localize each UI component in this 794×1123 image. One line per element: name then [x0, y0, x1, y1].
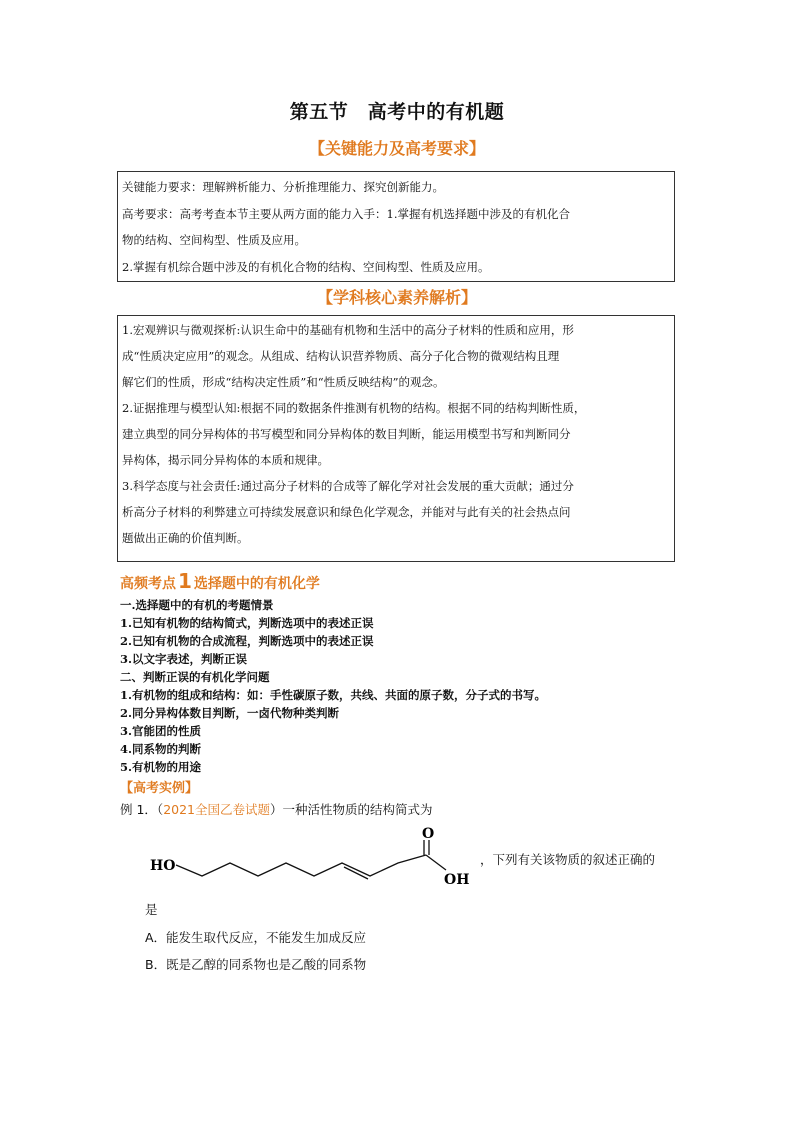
list-item: 5.有机物的用途 — [120, 760, 202, 774]
structure-o-label: O — [422, 826, 435, 842]
box2-line: 题做出正确的价值判断。 — [122, 531, 249, 545]
list-item: 1.已知有机物的结构简式，判断选项中的表述正误 — [120, 616, 374, 630]
hydroxyl-bond — [426, 855, 446, 870]
carbon-chain — [176, 855, 426, 876]
keypoint-heading — [120, 569, 320, 593]
box2-line: 析高分子材料的利弊建立可持续发展意识和绿色化学观念，并能对与此有关的社会热点问 — [122, 505, 571, 519]
section-heading-key-abilities: 【关键能力及高考要求】 — [308, 139, 485, 158]
keypoint-prefix: 高频考点 — [120, 576, 176, 592]
keypoint-label: 选择题中的有机化学 — [193, 576, 320, 592]
list-item: 3.以文字表述，判断正误 — [120, 652, 248, 666]
box1-line: 物的结构、空间构型、性质及应用。 — [122, 233, 306, 247]
key-abilities-box — [117, 171, 675, 282]
structure-oh-label: OH — [444, 872, 470, 888]
example-after-structure: ，下列有关该物质的叙述正确的 — [480, 852, 656, 867]
example-header: 【高考实例】 — [120, 781, 199, 796]
option-b: B．既是乙醇的同系物也是乙酸的同系物 — [145, 957, 367, 972]
list-item: 2.已知有机物的合成流程，判断选项中的表述正误 — [120, 634, 374, 648]
list-item: 二、判断正误的有机化学问题 — [120, 670, 270, 684]
page-title: 第五节 高考中的有机题 — [289, 101, 505, 123]
box1-line: 2.掌握有机综合题中涉及的有机化合物的结构、空间构型、性质及应用。 — [122, 259, 490, 274]
option-a: A．能发生取代反应，不能发生加成反应 — [145, 930, 367, 945]
example-suffix: ）一种活性物质的结构简式为 — [270, 802, 433, 817]
keypoint-list — [120, 596, 680, 776]
list-item: 4.同系物的判断 — [120, 742, 202, 756]
box2-line: 解它们的性质，形成“结构决定性质”和“性质反映结构”的观念。 — [122, 375, 445, 389]
box2-line: 3.科学态度与社会责任:通过高分子材料的合成等了解化学对社会发展的重大贡献；通过分 — [122, 479, 574, 493]
example-source: 2021全国乙卷试题 — [163, 802, 270, 817]
keypoint-number: 1 — [178, 569, 192, 593]
example-prefix: 例 1．（ — [120, 802, 164, 817]
example-question-line — [120, 800, 433, 818]
box2-line: 成“性质决定应用”的观念。从组成、结构认识营养物质、高分子化合物的微观结构且理 — [122, 349, 560, 363]
box2-line: 2.证据推理与模型认知:根据不同的数据条件推测有机物的结构。根据不同的结构判断性质， — [122, 401, 586, 415]
example-continuation: 是 — [145, 902, 158, 917]
structure-ho-label: HO — [150, 858, 176, 874]
box2-line: 建立典型的同分异构体的书写模型和同分异构体的数目判断，能运用模型书写和判断同分 — [122, 427, 571, 441]
section-heading-core-literacy: 【学科核心素养解析】 — [316, 288, 477, 307]
box1-line: 关键能力要求：理解辨析能力、分析推理能力、探究创新能力。 — [122, 180, 444, 194]
box2-line: 1.宏观辨识与微观探析:认识生命中的基础有机物和生活中的高分子材料的性质和应用，形 — [122, 323, 574, 337]
box2-line: 异构体，揭示同分异构体的本质和规律。 — [122, 453, 329, 467]
box1-line: 高考要求：高考考查本节主要从两方面的能力入手：1.掌握有机选择题中涉及的有机化合 — [122, 206, 570, 221]
list-item: 1.有机物的组成和结构：如：手性碳原子数，共线、共面的原子数，分子式的书写。 — [120, 688, 547, 702]
core-literacy-box — [117, 315, 675, 562]
list-item: 2.同分异构体数目判断，一卤代物种类判断 — [120, 706, 340, 720]
list-item: 3.官能团的性质 — [120, 724, 202, 738]
structure-formula — [140, 822, 480, 892]
list-item: 一.选择题中的有机的考题情景 — [120, 598, 274, 612]
